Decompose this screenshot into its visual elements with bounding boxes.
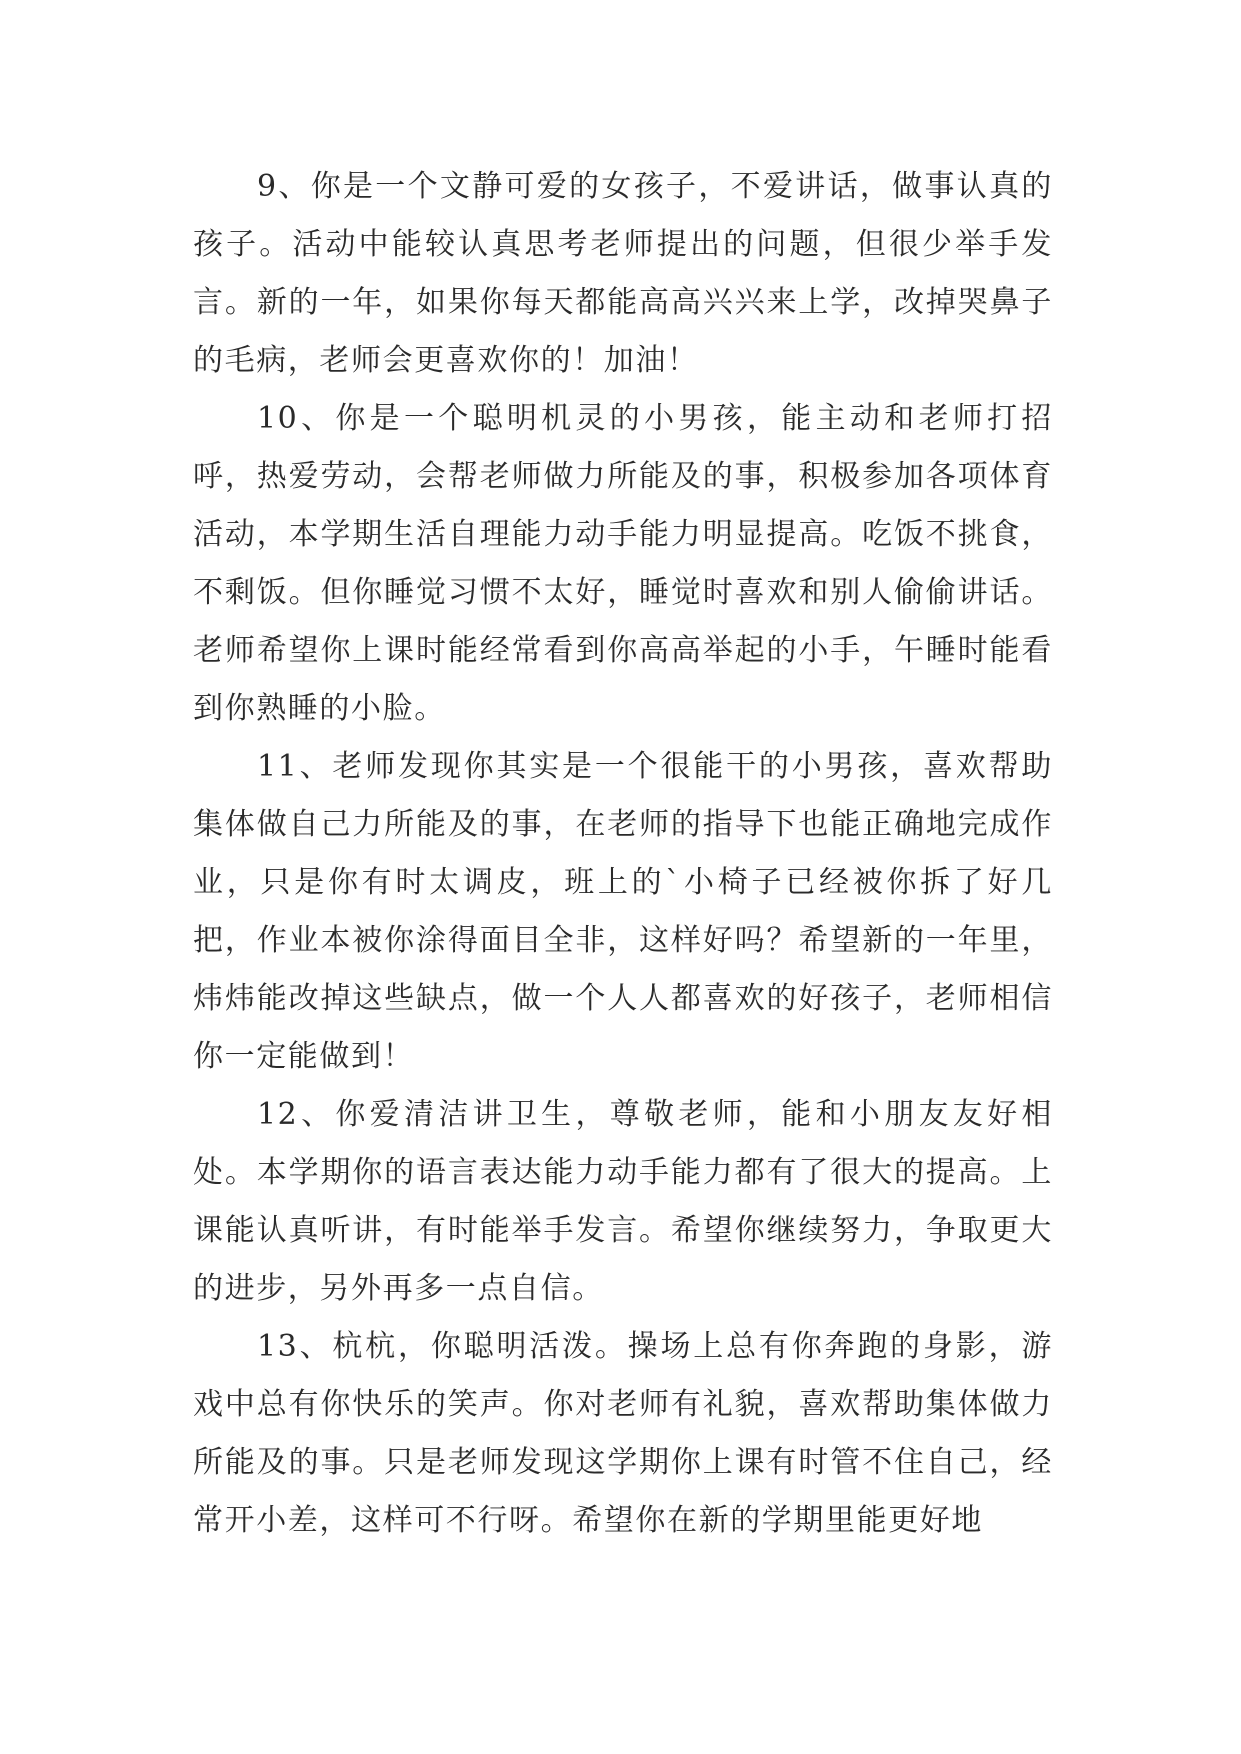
comment-paragraph-12: 12、你爱清洁讲卫生，尊敬老师，能和小朋友友好相处。本学期你的语言表达能力动手能力都有了很大的提高。上课能认真听讲，有时能举手发言。希望你继续努力，争取更大的进步，另外再多一点自信。 [193,1097,1053,1306]
document-body [193,158,1053,1550]
comment-paragraph-9: 9、你是一个文静可爱的女孩子，不爱讲话，做事认真的孩子。活动中能较认真思考老师提出的问题，但很少举手发言。新的一年，如果你每天都能高高兴兴来上学，改掉哭鼻子的毛病，老师会更喜欢你的！加油！ [193,169,1053,378]
comment-paragraph-10: 10、你是一个聪明机灵的小男孩，能主动和老师打招呼，热爱劳动，会帮老师做力所能及的事，积极参加各项体育活动，本学期生活自理能力动手能力明显提高。吃饭不挑食，不剩饭。但你睡觉习惯不太好，睡觉时喜欢和别人偷偷讲话。老师希望你上课时能经常看到你高高举起的小手，午睡时能看到你熟睡的小脸。 [193,401,1053,726]
comment-paragraph-13: 13、杭杭，你聪明活泼。操场上总有你奔跑的身影，游戏中总有你快乐的笑声。你对老师有礼貌，喜欢帮助集体做力所能及的事。只是老师发现这学期你上课有时管不住自己，经常开小差，这样可不行呀。希望你在新的学期里能更好地 [193,1329,1053,1538]
comment-paragraph-11: 11、老师发现你其实是一个很能干的小男孩，喜欢帮助集体做自己力所能及的事，在老师的指导下也能正确地完成作业，只是你有时太调皮，班上的`小椅子已经被你拆了好几把，作业本被你涂得面目全非，这样好吗？希望新的一年里，炜炜能改掉这些缺点，做一个人人都喜欢的好孩子，老师相信你一定能做到！ [193,749,1053,1074]
